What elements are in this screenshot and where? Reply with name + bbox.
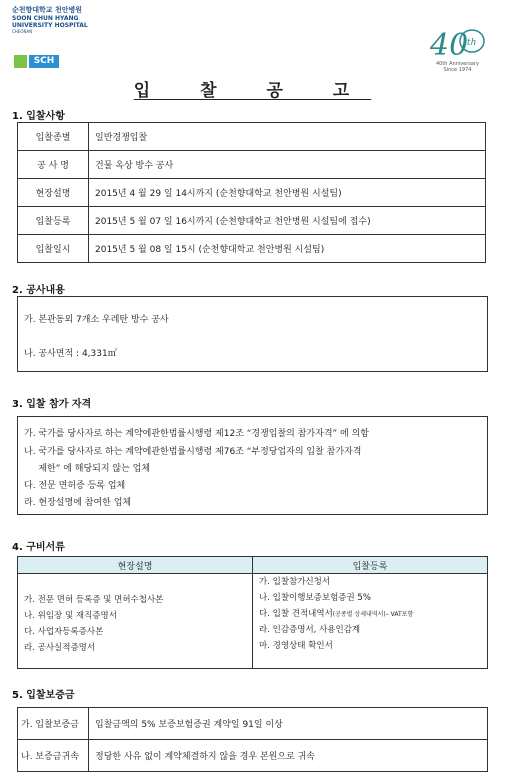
qualification-line: 제한” 에 해당되지 않는 업체: [24, 464, 151, 474]
qualification-line: 나. 국가를 당사자로 하는 계약에관한법률시행령 제76조 “부정당업자의 입찰 참가자격: [24, 447, 362, 457]
sch-badge-square: [14, 55, 27, 68]
list-item: 다. 사업자등록증사본: [24, 627, 104, 637]
work-content-line: 나. 공사면적 : 4,331㎡: [24, 349, 117, 359]
bid-info-table: [17, 122, 486, 263]
bid-deposit-table: [17, 707, 488, 772]
row-value: 입찰금액의 5% 보증보험증권 계약일 91일 이상: [89, 708, 488, 740]
qualification-line: 다. 전문 면허증 등록 업체: [24, 481, 126, 491]
list-item: 가. 전문 면허 등록증 및 면허수첩사본: [24, 595, 164, 605]
hospital-logo: [12, 5, 102, 34]
qualification-box: [17, 416, 488, 515]
hospital-location: CHEONAN: [12, 29, 33, 34]
row-value: 일반경쟁입찰: [89, 123, 486, 151]
section1-heading: 1. 입찰사항: [12, 111, 65, 122]
hospital-name-korean: 순천향대학교 천안병원: [12, 6, 83, 14]
row-label: 입찰등록: [18, 207, 89, 235]
section4-heading: 4. 구비서류: [12, 542, 65, 553]
list-item-text: 다. 입찰 견적내역서: [259, 609, 333, 619]
documents-table: [17, 556, 488, 669]
list-item: 라. 공사실적증명서: [24, 643, 96, 653]
sch-badge-text: SCH: [29, 55, 59, 68]
table-row: [18, 207, 486, 235]
list-item: 나. 위임장 및 재직증명서: [24, 611, 117, 621]
row-value: 건물 옥상 방수 공사: [89, 151, 486, 179]
anniversary-label: 40th Anniversary: [435, 61, 479, 67]
anniversary-logo: [420, 25, 495, 73]
table-row: [18, 151, 486, 179]
column-header-bid-registration: 입찰등록: [253, 557, 488, 574]
table-row: [18, 574, 488, 669]
column-header-site-briefing: 현장설명: [18, 557, 253, 574]
page-title: 입 찰 공 고: [133, 81, 372, 101]
row-label: 입찰종별: [18, 123, 89, 151]
qualification-line: 라. 현장설명에 참여한 업체: [24, 498, 132, 508]
work-content-line: 가. 본관동외 7개소 우레탄 방수 공사: [24, 315, 169, 325]
row-label: 공 사 명: [18, 151, 89, 179]
row-value: 2015년 5 월 07 일 16시까지 (순천향대학교 천안병원 시설팀에 접수): [89, 207, 486, 235]
row-label: 입찰일시: [18, 235, 89, 263]
anniversary-since: Since 1974: [443, 67, 472, 73]
row-value: 2015년 4 월 29 일 14시까지 (순천향대학교 천안병원 시설팀): [89, 179, 486, 207]
row-label: 가. 입찰보증금: [18, 708, 89, 740]
hospital-name-english-1: SOON CHUN HYANG: [12, 15, 79, 22]
section3-heading: 3. 입찰 참가 자격: [12, 399, 92, 410]
anniversary-suffix: th: [467, 38, 477, 48]
sch-badge: [14, 55, 59, 68]
section5-heading: 5. 입찰보증금: [12, 690, 75, 701]
qualification-line: 가. 국가를 당사자로 하는 계약에관한법률시행령 제12조 “경쟁입찰의 참가자격” 에 의함: [24, 429, 369, 439]
row-value: 정당한 사유 없이 계약체결하지 않을 경우 본원으로 귀속: [89, 740, 488, 772]
list-item-note: (공종별 상세내역서)– VAT포함: [332, 611, 414, 618]
list-item: 나. 입찰이행보증보험증권 5%: [259, 593, 371, 603]
list-item: [253, 606, 487, 622]
row-value: 2015년 5 월 08 일 15시 (순천향대학교 천안병원 시설팀): [89, 235, 486, 263]
row-label: 현장설명: [18, 179, 89, 207]
anniversary-numeral: 40: [430, 28, 469, 61]
site-briefing-docs: [18, 574, 253, 669]
work-content-box: [17, 296, 488, 372]
list-item: 라. 인감증명서, 사용인감계: [259, 625, 361, 635]
table-row: [18, 179, 486, 207]
hospital-name-english-2: UNIVERSITY HOSPITAL: [12, 22, 88, 29]
row-label: 나. 보증금귀속: [18, 740, 89, 772]
section2-heading: 2. 공사내용: [12, 285, 65, 296]
list-item: 마. 경영상태 확인서: [259, 641, 333, 651]
list-item: 가. 입찰참가신청서: [259, 577, 331, 587]
anniversary-emblem: [420, 25, 495, 61]
table-row: [18, 123, 486, 151]
table-row: [18, 235, 486, 263]
table-header-row: [18, 557, 488, 574]
table-row: [18, 740, 488, 772]
table-row: [18, 708, 488, 740]
bid-registration-docs: [253, 574, 488, 669]
